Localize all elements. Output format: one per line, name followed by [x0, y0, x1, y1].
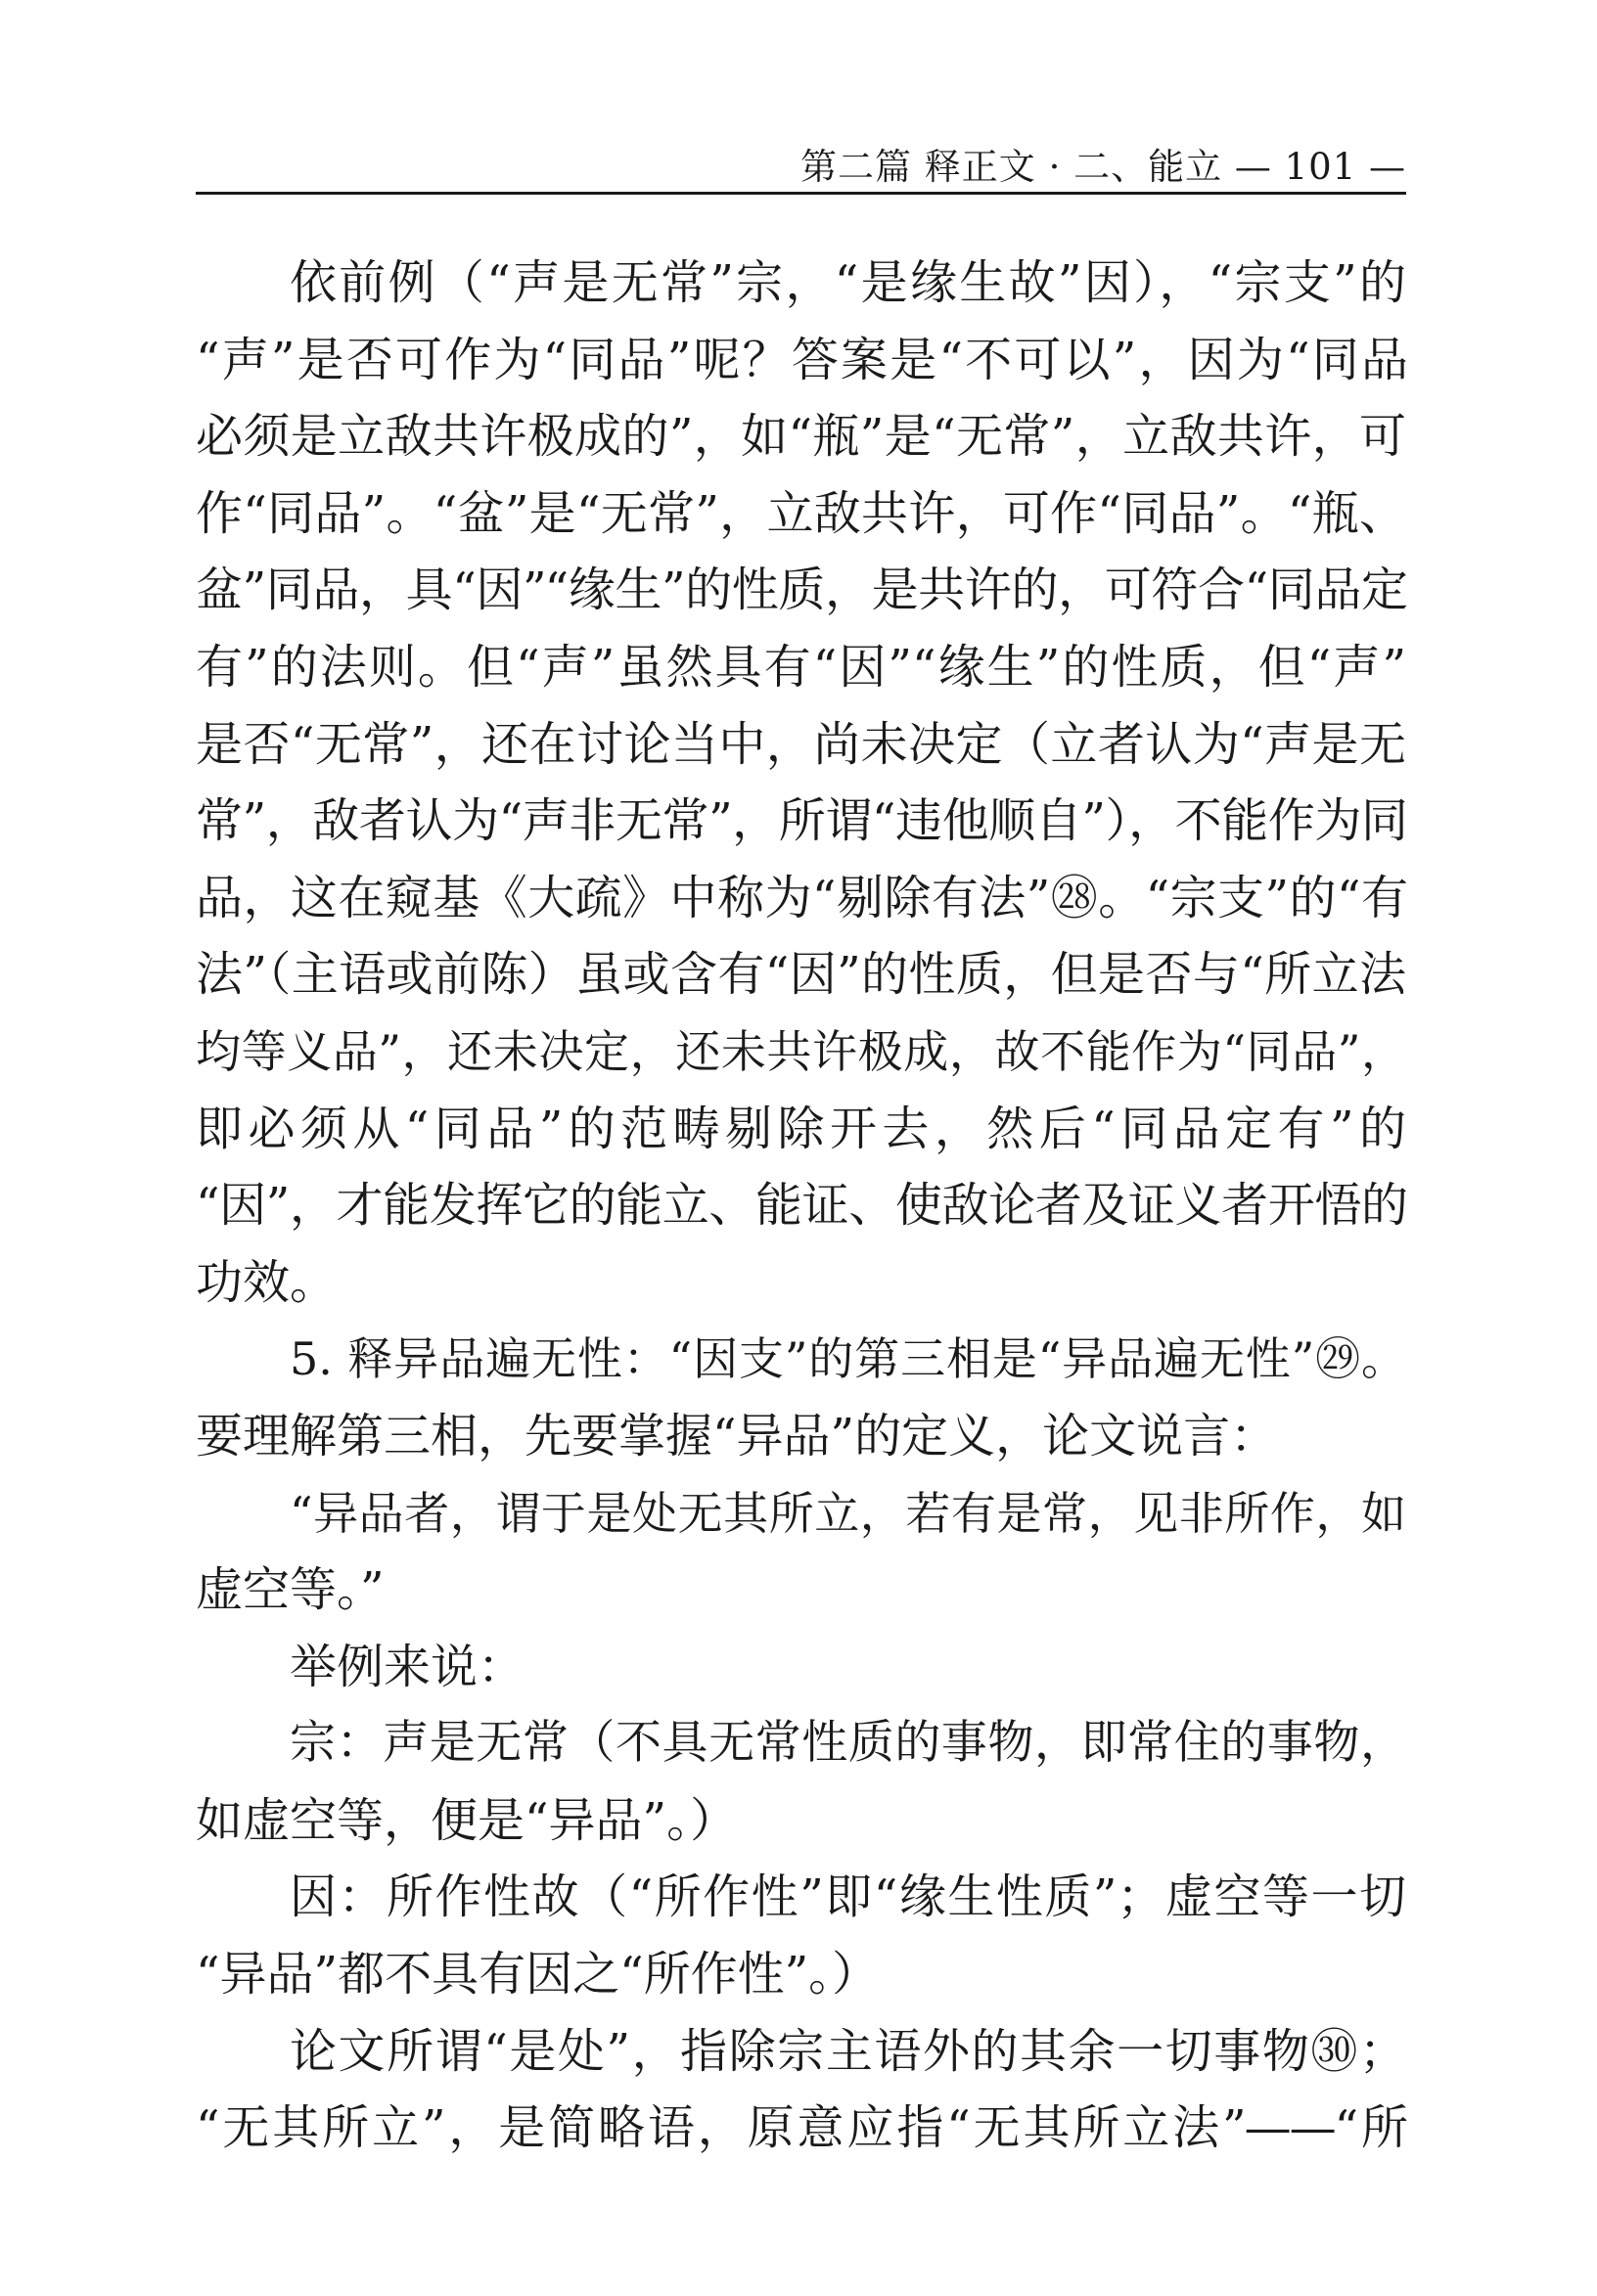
running-header: 第二篇 释正文 · 二、能立 — 101 —	[800, 146, 1406, 188]
text-line: 功效。	[196, 1254, 338, 1310]
text-line: 宗：声是无常（不具无常性质的事物，即常住的事物，	[290, 1716, 1406, 1771]
text-line: 虚空等。”	[196, 1562, 385, 1618]
text-line: 均等义品”，还未决定，还未共许极成，故不能作为“同品”，	[196, 1024, 1406, 1078]
text-line: “声”是否可作为“同品”呢？答案是“不可以”，因为“同品	[196, 332, 1406, 387]
text-line: 盆”同品，具“因”“缘生”的性质，是共许的，可符合“同品定	[196, 563, 1406, 618]
body-text	[196, 245, 1406, 2167]
text-line: 常”，敌者认为“声非无常”，所谓“违他顺自”），不能作为同	[196, 793, 1406, 849]
text-line: 如虚空等，便是“异品”。）	[196, 1792, 738, 1848]
text-line: 必须是立敌共许极成的”，如“瓶”是“无常”，立敌共许，可	[196, 409, 1406, 465]
text-line: 因：所作性故（“所作性”即“缘生性质”；虚空等一切	[290, 1869, 1406, 1925]
text-line: 5. 释异品遍无性：“因支”的第三相是“异品遍无性”㉙。	[290, 1332, 1406, 1386]
text-line: 依前例（“声是无常”宗，“是缘生故”因），“宗支”的	[290, 255, 1406, 310]
text-line: “无其所立”，是简略语，原意应指“无其所立法”——“所	[196, 2100, 1406, 2156]
text-line: 有”的法则。但“声”虽然具有“因”“缘生”的性质，但“声”	[196, 639, 1406, 695]
text-line: “异品”都不具有因之“所作性”。）	[196, 1947, 880, 2003]
text-line: 要理解第三相，先要掌握“异品”的定义，论文说言：	[196, 1408, 1278, 1463]
text-line: 作“同品”。“盆”是“无常”，立敌共许，可作“同品”。“瓶、	[196, 485, 1406, 541]
text-line: 品，这在窥基《大疏》中称为“剔除有法”㉘。“宗支”的“有	[196, 870, 1406, 925]
text-line: 法”（主语或前陈）虽或含有“因”的性质，但是否与“所立法	[196, 947, 1406, 1003]
text-line: 是否“无常”，还在讨论当中，尚未决定（立者认为“声是无	[196, 716, 1406, 772]
text-line: 论文所谓“是处”，指除宗主语外的其余一切事物㉚；	[290, 2023, 1406, 2079]
text-line: “因”，才能发挥它的能立、能证、使敌论者及证义者开悟的	[196, 1178, 1406, 1234]
text-line: 即必须从“同品”的范畴剔除开去，然后“同品定有”的	[196, 1101, 1406, 1156]
header-rule	[196, 192, 1406, 195]
text-line: “异品者，谓于是处无其所立，若有是常，见非所作，如	[290, 1486, 1406, 1540]
text-line: 举例来说：	[290, 1639, 525, 1694]
